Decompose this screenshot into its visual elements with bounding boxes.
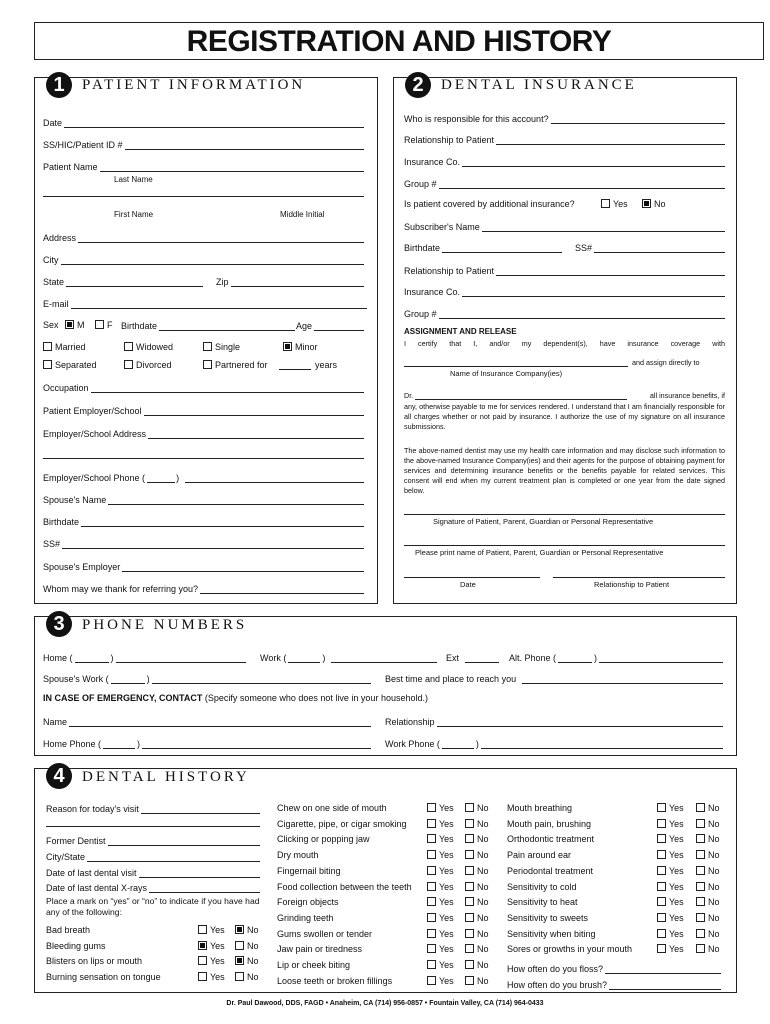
sign-relationship-line[interactable]: [553, 577, 725, 578]
widowed-checkbox[interactable]: Widowed: [124, 342, 173, 352]
history-no-checkbox[interactable]: No: [465, 866, 489, 876]
history-yes-checkbox[interactable]: Yes: [427, 913, 454, 923]
history-question-label: Jaw pain or tiredness: [277, 944, 363, 955]
spouse-birthdate-field[interactable]: Birthdate: [43, 515, 364, 527]
history-yes-checkbox[interactable]: Yes: [198, 956, 225, 966]
emergency-home-phone-field[interactable]: Home Phone ( ): [43, 737, 371, 749]
floss-frequency-field[interactable]: How often do you floss?: [507, 962, 721, 974]
date-field[interactable]: Date: [43, 116, 364, 128]
assignment-title: ASSIGNMENT AND RELEASE: [404, 327, 517, 336]
history-yes-checkbox[interactable]: Yes: [657, 850, 684, 860]
history-no-checkbox[interactable]: No: [235, 925, 259, 935]
history-question-label: Fingernail biting: [277, 865, 341, 876]
last-name-caption: Last Name: [114, 175, 153, 184]
history-no-checkbox[interactable]: No: [696, 819, 720, 829]
assignment-line-1: I certify that I, and/or my dependent(s), have insurance coverage with: [404, 339, 725, 348]
history-question-label: Loose teeth or broken fillings: [277, 975, 393, 986]
history-no-checkbox[interactable]: No: [465, 929, 489, 939]
middle-initial-caption: Middle Initial: [280, 210, 325, 219]
history-yes-checkbox[interactable]: Yes: [427, 803, 454, 813]
employer-address-field[interactable]: Employer/School Address: [43, 427, 364, 439]
history-no-checkbox[interactable]: No: [465, 960, 489, 970]
history-question-label: Sensitivity to sweets: [507, 912, 589, 923]
section-1-title: PATIENT INFORMATION: [82, 77, 306, 93]
single-checkbox[interactable]: Single: [203, 342, 240, 352]
history-question-label: Periodontal treatment: [507, 865, 594, 876]
minor-checkbox[interactable]: Minor: [283, 342, 318, 352]
reason-visit-line-2[interactable]: [46, 826, 260, 827]
form-title: REGISTRATION AND HISTORY: [34, 22, 764, 60]
former-dentist-field[interactable]: Former Dentist: [46, 834, 260, 846]
married-checkbox[interactable]: Married: [43, 342, 86, 352]
history-yes-checkbox[interactable]: Yes: [427, 944, 454, 954]
spouse-name-field[interactable]: Spouse's Name: [43, 493, 364, 505]
history-question-label: Pain around ear: [507, 850, 572, 861]
place-mark-instructions: Place a mark on “yes” or “no” to indicate if you have had any of the following:: [46, 896, 260, 917]
history-question-label: Food collection between the teeth: [277, 881, 412, 892]
work-phone-field[interactable]: Work ( ): [260, 651, 437, 663]
history-yes-checkbox[interactable]: Yes: [657, 803, 684, 813]
history-yes-checkbox[interactable]: Yes: [657, 897, 684, 907]
history-question-label: Bad breath: [46, 925, 91, 935]
last-xray-field[interactable]: Date of last dental X-rays: [46, 881, 260, 893]
history-no-checkbox[interactable]: No: [465, 834, 489, 844]
history-no-checkbox[interactable]: No: [696, 850, 720, 860]
history-question-label: Burning sensation on tongue: [46, 972, 161, 983]
section-3-title: PHONE NUMBERS: [82, 617, 248, 633]
history-no-checkbox[interactable]: No: [696, 944, 720, 954]
spouse-work-field[interactable]: Spouse's Work ( ): [43, 672, 371, 684]
emergency-name-field[interactable]: Name: [43, 715, 371, 727]
section-4-title: DENTAL HISTORY: [82, 769, 250, 785]
history-yes-checkbox[interactable]: Yes: [427, 850, 454, 860]
history-yes-checkbox[interactable]: Yes: [657, 866, 684, 876]
relationship-field[interactable]: Relationship to Patient: [404, 133, 725, 145]
divorced-checkbox[interactable]: Divorced: [124, 360, 172, 370]
section-2-title: DENTAL INSURANCE: [441, 77, 637, 93]
history-no-checkbox[interactable]: No: [465, 850, 489, 860]
history-question-label: Mouth pain, brushing: [507, 818, 592, 829]
history-question-label: Chew on one side of mouth: [277, 803, 387, 813]
emergency-work-phone-field[interactable]: Work Phone ( ): [385, 737, 723, 749]
referral-field[interactable]: Whom may we thank for referring you?: [43, 582, 364, 594]
history-question-label: Blisters on lips or mouth: [46, 956, 143, 967]
history-question-label: Lip or cheek biting: [277, 960, 351, 970]
history-no-checkbox[interactable]: No: [696, 897, 720, 907]
signature-line[interactable]: [404, 514, 725, 515]
history-yes-checkbox[interactable]: Yes: [198, 925, 225, 935]
partnered-years-line[interactable]: [279, 369, 311, 370]
address-field[interactable]: Address: [43, 231, 364, 243]
insurance-company-line[interactable]: [404, 366, 628, 367]
last-visit-field[interactable]: Date of last dental visit: [46, 866, 260, 878]
history-no-checkbox[interactable]: No: [235, 972, 259, 982]
insurance-co-field[interactable]: Insurance Co.: [404, 155, 725, 167]
history-yes-checkbox[interactable]: Yes: [657, 882, 684, 892]
spouse-employer-field[interactable]: Spouse's Employer: [43, 560, 364, 572]
sex-label: Sex: [43, 320, 59, 330]
additional-no-checkbox[interactable]: No: [642, 199, 666, 209]
signature-caption: Signature of Patient, Parent, Guardian or Personal Representative: [433, 517, 654, 526]
history-no-checkbox[interactable]: No: [696, 803, 720, 813]
history-yes-checkbox[interactable]: Yes: [427, 976, 454, 986]
history-yes-checkbox[interactable]: Yes: [657, 944, 684, 954]
brush-frequency-field[interactable]: How often do you brush?: [507, 978, 721, 990]
history-yes-checkbox[interactable]: Yes: [198, 941, 225, 951]
history-no-checkbox[interactable]: No: [465, 944, 489, 954]
history-yes-checkbox[interactable]: Yes: [427, 960, 454, 970]
section-1-badge: 1: [46, 72, 72, 98]
print-name-caption: Please print name of Patient, Parent, Guardian or Personal Representative: [415, 548, 664, 557]
history-yes-checkbox[interactable]: Yes: [427, 866, 454, 876]
subscriber-birthdate-field[interactable]: Birthdate: [404, 241, 562, 253]
history-yes-checkbox[interactable]: Yes: [427, 882, 454, 892]
subscriber-ss-field[interactable]: SS#: [575, 241, 725, 253]
home-phone-field[interactable]: Home ( ): [43, 651, 246, 663]
group2-field[interactable]: Group #: [404, 307, 725, 319]
history-yes-checkbox[interactable]: Yes: [657, 834, 684, 844]
section-2-badge: 2: [405, 72, 431, 98]
history-question-label: Sensitivity to cold: [507, 881, 577, 892]
city-state-field[interactable]: City/State: [46, 850, 260, 862]
emergency-relationship-field[interactable]: Relationship: [385, 715, 723, 727]
history-question-label: Mouth breathing: [507, 803, 573, 813]
employer-field[interactable]: Patient Employer/School: [43, 404, 364, 416]
sex-f-checkbox[interactable]: F: [95, 320, 113, 330]
group-field[interactable]: Group #: [404, 177, 725, 189]
history-yes-checkbox[interactable]: Yes: [427, 929, 454, 939]
subscriber-field[interactable]: Subscriber's Name: [404, 220, 725, 232]
history-no-checkbox[interactable]: No: [465, 897, 489, 907]
history-no-checkbox[interactable]: No: [235, 956, 259, 966]
history-yes-checkbox[interactable]: Yes: [427, 897, 454, 907]
history-question-label: Gums swollen or tender: [277, 928, 373, 939]
sign-date-line[interactable]: [404, 577, 540, 578]
history-no-checkbox[interactable]: No: [465, 882, 489, 892]
additional-insurance-label: Is patient covered by additional insurance?: [404, 199, 575, 209]
state-field[interactable]: State: [43, 275, 203, 287]
sign-date-caption: Date: [460, 580, 476, 589]
history-question-label: Sensitivity when biting: [507, 928, 596, 939]
employer-address-line-2[interactable]: [43, 458, 364, 459]
best-time-field[interactable]: Best time and place to reach you: [385, 672, 723, 684]
history-question-label: Bleeding gums: [46, 940, 106, 951]
sex-m-checkbox[interactable]: M: [65, 320, 85, 330]
partnered-checkbox[interactable]: Partnered for: [203, 360, 268, 370]
history-yes-checkbox[interactable]: Yes: [427, 834, 454, 844]
city-field[interactable]: City: [43, 253, 364, 265]
history-yes-checkbox[interactable]: Yes: [427, 819, 454, 829]
history-no-checkbox[interactable]: No: [465, 803, 489, 813]
history-no-checkbox[interactable]: No: [696, 834, 720, 844]
dr-label: Dr.: [404, 391, 414, 400]
insurance-company-caption: Name of Insurance Company(ies): [450, 369, 563, 378]
additional-yes-checkbox[interactable]: Yes: [601, 199, 628, 209]
history-question-label: Orthodontic treatment: [507, 834, 595, 845]
birthdate-field[interactable]: Birthdate: [121, 319, 295, 331]
history-question-label: Sores or growths in your mouth: [507, 944, 633, 955]
history-no-checkbox[interactable]: No: [465, 976, 489, 986]
assign-directly-text: and assign directly to: [632, 358, 700, 367]
print-name-line[interactable]: [404, 545, 725, 546]
first-name-line[interactable]: [43, 196, 364, 197]
history-question-label: Foreign objects: [277, 897, 339, 908]
responsible-field[interactable]: Who is responsible for this account?: [404, 112, 725, 124]
first-name-caption: First Name: [114, 210, 154, 219]
history-yes-checkbox[interactable]: Yes: [657, 929, 684, 939]
history-question-label: Clicking or popping jaw: [277, 834, 370, 845]
dentist-name-line[interactable]: [415, 399, 627, 400]
alt-phone-field[interactable]: Alt. Phone ( ): [509, 651, 723, 663]
history-question-label: Cigarette, pipe, or cigar smoking: [277, 818, 407, 829]
history-question-label: Dry mouth: [277, 850, 319, 861]
insurance-co2-field[interactable]: Insurance Co.: [404, 285, 725, 297]
reason-visit-field[interactable]: Reason for today's visit: [46, 802, 260, 814]
section-3-badge: 3: [46, 611, 72, 637]
assignment-paragraph: any, otherwise payable to me for services rendered. I understand that I am financially responsible for all charges whether or not paid by insurance. I authorize the use of my signature on all insurance submissions.: [404, 402, 725, 431]
history-no-checkbox[interactable]: No: [465, 819, 489, 829]
phone-numbers-section: [34, 616, 737, 756]
email-field[interactable]: E-mail: [43, 297, 367, 309]
spouse-ss-field[interactable]: SS#: [43, 537, 364, 549]
history-no-checkbox[interactable]: No: [696, 913, 720, 923]
age-field[interactable]: Age: [296, 319, 364, 331]
relationship2-field[interactable]: Relationship to Patient: [404, 264, 725, 276]
footer-contact: Dr. Paul Dawood, DDS, FAGD • Anaheim, CA (714) 956-0857 • Fountain Valley, CA (714) 964-0433: [226, 1000, 544, 1007]
history-no-checkbox[interactable]: No: [696, 866, 720, 876]
history-yes-checkbox[interactable]: Yes: [657, 913, 684, 923]
section-4-badge: 4: [46, 763, 72, 789]
history-yes-checkbox[interactable]: Yes: [657, 819, 684, 829]
history-no-checkbox[interactable]: No: [696, 929, 720, 939]
zip-field[interactable]: Zip: [216, 275, 364, 287]
history-yes-checkbox[interactable]: Yes: [198, 972, 225, 982]
all-benefits-text: all insurance benefits, if: [649, 391, 725, 400]
emergency-contact-heading: IN CASE OF EMERGENCY, CONTACT (Specify someone who does not live in your household.): [43, 693, 428, 703]
history-question-label: Grinding teeth: [277, 912, 334, 923]
history-no-checkbox[interactable]: No: [465, 913, 489, 923]
employer-phone-field[interactable]: Employer/School Phone ( ): [43, 471, 364, 483]
ext-field[interactable]: Ext: [446, 651, 499, 663]
history-no-checkbox[interactable]: No: [696, 882, 720, 892]
history-question-label: Sensitivity to heat: [507, 897, 578, 908]
years-label: years: [315, 360, 338, 370]
sign-relationship-caption: Relationship to Patient: [594, 580, 670, 589]
patient-id-field[interactable]: SS/HIC/Patient ID #: [43, 138, 364, 150]
history-no-checkbox[interactable]: No: [235, 941, 259, 951]
separated-checkbox[interactable]: Separated: [43, 360, 97, 370]
occupation-field[interactable]: Occupation: [43, 381, 364, 393]
patient-last-name-field[interactable]: Patient Name: [43, 160, 364, 172]
release-paragraph: The above-named dentist may use my health care information and may disclose such information to the above-named Insurance Company(ies) and their agents for the purpose of obtaining payment for services and determining insurance benefits or the benefits payable for related services. This consent will end when my current treatment plan is completed or one year from the date signed below.: [404, 446, 725, 495]
